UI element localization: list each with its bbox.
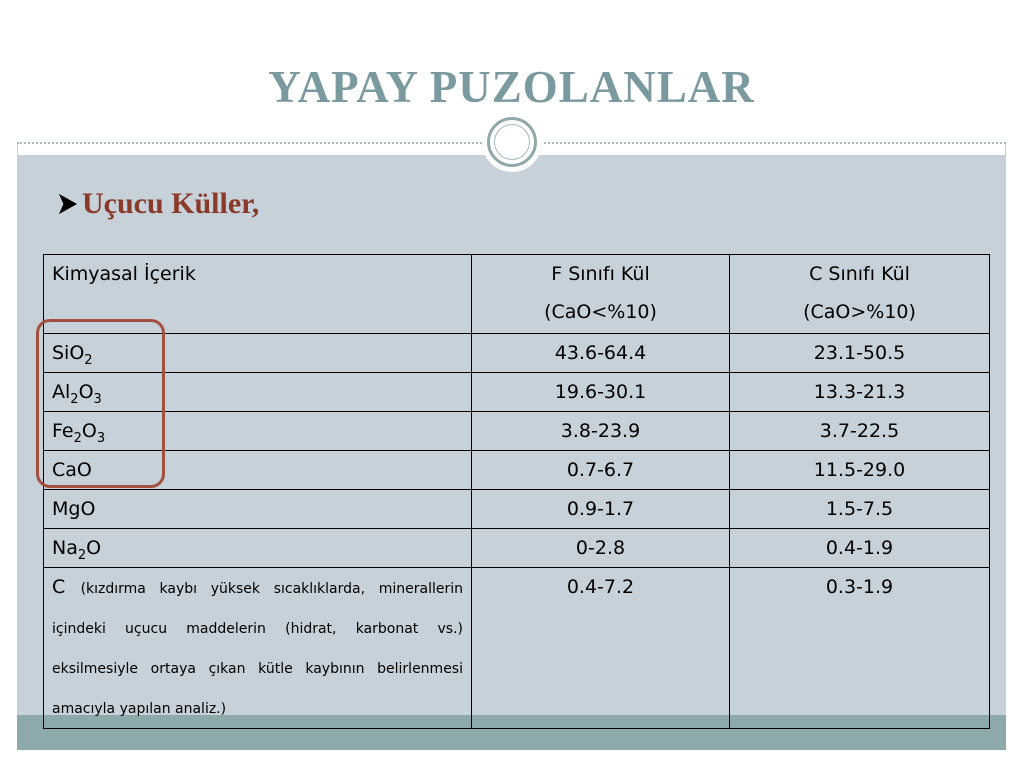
f-class-value: 43.6-64.4 (472, 334, 730, 373)
f-class-value: 0.4-7.2 (472, 568, 730, 729)
loi-label: C (52, 576, 66, 598)
ornament-inner-ring (494, 124, 530, 160)
table-row (44, 334, 990, 373)
c-class-value: 23.1-50.5 (730, 334, 990, 373)
section-subtitle: Uçucu Küller, (82, 187, 260, 220)
c-class-value: 0.4-1.9 (730, 529, 990, 568)
compound-base: CaO (52, 459, 92, 481)
loi-cell (44, 568, 472, 729)
arrow-bullet-icon (58, 193, 78, 215)
loi-note: (kızdırma kaybı yüksek sıcaklıklarda, minerallerin içindeki uçucu maddelerin (hidrat, karbonat vs.) eksilmesiyle ortaya çıkan kütle kaybının belirlenmesi amacıyla yapılan analiz.) (52, 581, 463, 717)
header-f-class-cao: (CaO<%10) (544, 301, 657, 323)
compound-cell (44, 412, 472, 451)
compound-base: MgO (52, 498, 96, 520)
header-c-class-label: C Sınıfı Kül (809, 263, 910, 285)
compound-cell (44, 529, 472, 568)
table-row (44, 490, 990, 529)
compound-cell (44, 373, 472, 412)
table-row (44, 529, 990, 568)
f-class-value: 0.9-1.7 (472, 490, 730, 529)
f-class-value: 0.7-6.7 (472, 451, 730, 490)
compound-subscript: 2 (70, 392, 79, 407)
table-row (44, 412, 990, 451)
compound-base: O (81, 420, 97, 442)
compound-subscript: 3 (93, 392, 102, 407)
compound-base: Na (52, 537, 78, 559)
compound-cell (44, 451, 472, 490)
compound-subscript: 2 (73, 431, 82, 446)
compound-base: SiO (52, 342, 85, 364)
f-class-value: 19.6-30.1 (472, 373, 730, 412)
compound-subscript: 2 (77, 548, 87, 563)
header-f-class (472, 255, 730, 334)
compound-base: Al (52, 381, 71, 403)
header-chemical-content: Kimyasal İçerik (44, 255, 472, 334)
f-class-value: 3.8-23.9 (472, 412, 730, 451)
table-row-loss-on-ignition (44, 568, 990, 729)
compound-subscript: 3 (96, 431, 106, 446)
slide-title: YAPAY PUZOLANLAR (268, 62, 755, 112)
c-class-value: 3.7-22.5 (730, 412, 990, 451)
compound-subscript: 2 (84, 353, 93, 368)
composition-table (43, 254, 990, 729)
table-row (44, 451, 990, 490)
header-c-class (730, 255, 990, 334)
table-row (44, 373, 990, 412)
compound-base: O (78, 381, 94, 403)
header-f-class-label: F Sınıfı Kül (551, 263, 650, 285)
c-class-value: 11.5-29.0 (730, 451, 990, 490)
bullet-heading (58, 184, 259, 224)
table-header-row (44, 255, 990, 334)
compound-cell (44, 490, 472, 529)
c-class-value: 13.3-21.3 (730, 373, 990, 412)
header-c-class-cao: (CaO>%10) (803, 301, 916, 323)
c-class-value: 1.5-7.5 (730, 490, 990, 529)
compound-base: O (86, 537, 102, 559)
compound-cell (44, 334, 472, 373)
f-class-value: 0-2.8 (472, 529, 730, 568)
c-class-value: 0.3-1.9 (730, 568, 990, 729)
compound-base: Fe (52, 420, 74, 442)
